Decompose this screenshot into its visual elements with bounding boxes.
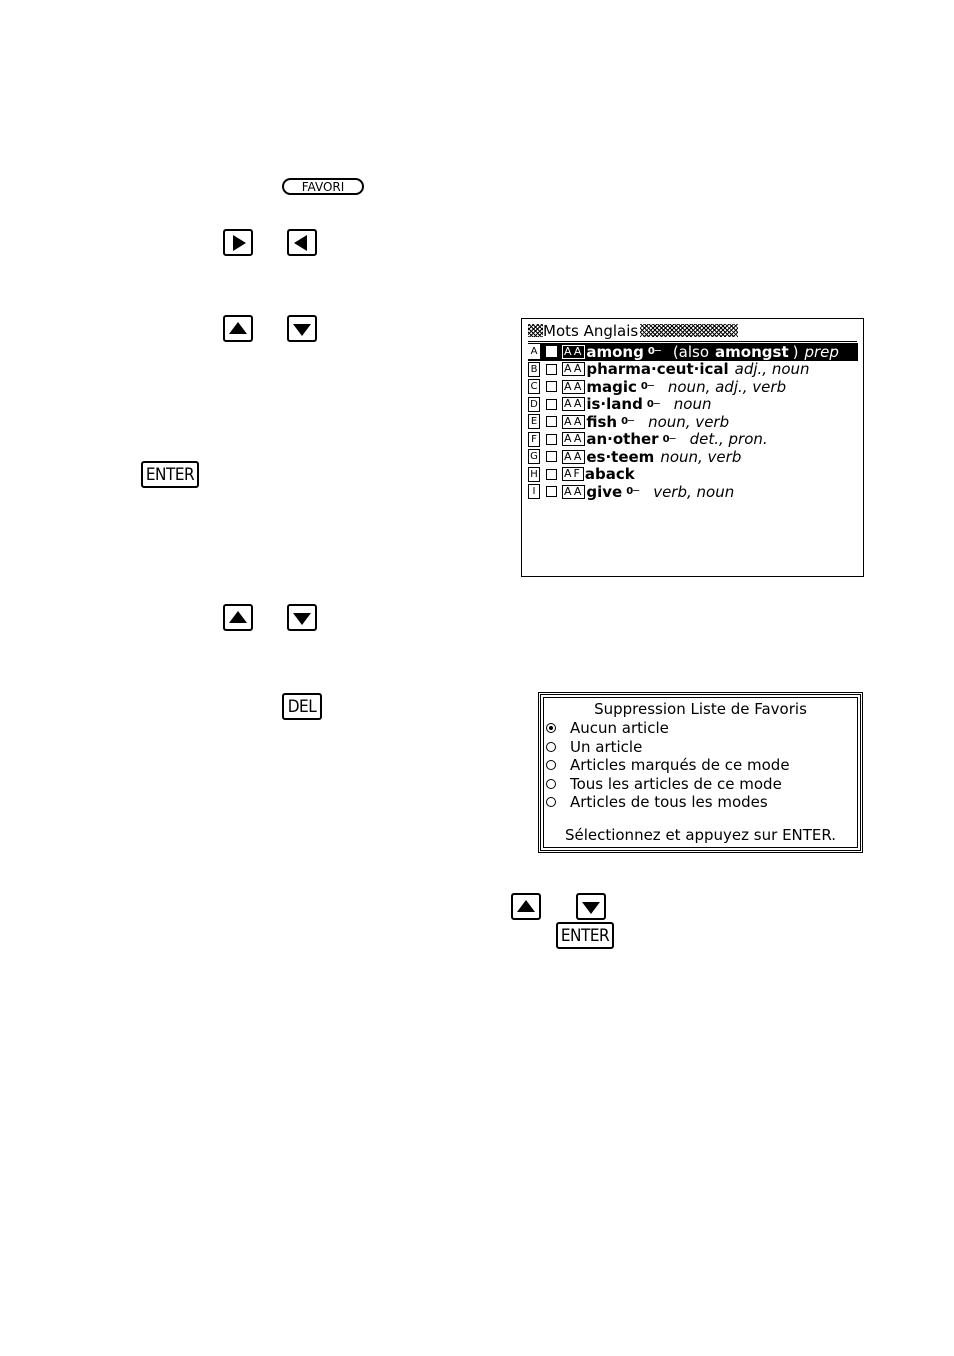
option-label: Un article <box>570 737 643 756</box>
row-tag: AA <box>564 344 584 358</box>
row-checkbox[interactable] <box>546 364 557 375</box>
option-label: Articles marqués de ce mode <box>570 756 790 775</box>
down-arrow-icon <box>293 324 311 336</box>
row-word: is·land <box>586 395 643 414</box>
radio-button-icon[interactable] <box>546 797 556 807</box>
row-checkbox[interactable] <box>546 346 557 357</box>
option-label: Tous les articles de ce mode <box>570 774 782 793</box>
row-word: magic <box>586 377 637 396</box>
left-arrow-icon <box>294 235 307 251</box>
row-part-of-speech: noun <box>673 395 712 414</box>
delete-favorites-dialog <box>538 692 863 853</box>
radio-button-icon[interactable] <box>546 742 556 752</box>
row-tag: AA <box>564 362 584 376</box>
word-row[interactable] <box>528 343 858 361</box>
word-row[interactable] <box>528 378 858 396</box>
row-checkbox[interactable] <box>546 486 557 497</box>
enter-key-2[interactable]: ENTER <box>556 922 614 949</box>
dialog-instruction: Sélectionnez et appuyez sur ENTER. <box>564 826 837 844</box>
radio-button-icon[interactable] <box>546 760 556 770</box>
row-word: an·other <box>586 430 659 449</box>
row-word: give <box>586 482 623 501</box>
down-arrow-icon <box>582 902 600 914</box>
row-also-word: amongst <box>715 342 789 361</box>
row-part-of-speech: det., pron. <box>689 430 768 449</box>
row-letter-key: A <box>528 344 540 359</box>
title-hatch-right <box>640 324 738 337</box>
dialog-option[interactable] <box>546 738 790 757</box>
word-row[interactable] <box>528 448 858 466</box>
row-letter-key: C <box>528 379 540 394</box>
left-arrow-key[interactable] <box>287 229 317 256</box>
row-part-of-speech: verb, noun <box>653 482 735 501</box>
row-part-of-speech: prep <box>804 342 839 361</box>
radio-button-icon[interactable] <box>546 779 556 789</box>
up-arrow-icon <box>229 611 247 623</box>
row-tag: AA <box>564 449 584 463</box>
key-icon: 0─ <box>626 486 640 498</box>
up-arrow-key[interactable] <box>223 315 253 342</box>
word-row[interactable] <box>528 361 858 379</box>
row-letter-key: E <box>528 414 540 429</box>
row-checkbox[interactable] <box>546 451 557 462</box>
row-letter-key: I <box>528 484 540 499</box>
word-row[interactable] <box>528 413 858 431</box>
row-tag: AA <box>564 484 584 498</box>
word-row[interactable] <box>528 396 858 414</box>
favorites-word-list-screen <box>521 318 864 577</box>
row-checkbox[interactable] <box>546 399 557 410</box>
list-title-bar <box>528 321 738 340</box>
row-letter-key: D <box>528 397 540 412</box>
row-word: aback <box>584 465 635 484</box>
dialog-options <box>546 719 790 812</box>
enter-key[interactable]: ENTER <box>141 461 199 488</box>
option-label: Aucun article <box>570 719 669 738</box>
key-icon: 0─ <box>640 381 654 393</box>
word-row[interactable] <box>528 483 858 501</box>
row-tag: AA <box>564 414 584 428</box>
dialog-option[interactable] <box>546 793 790 812</box>
word-row[interactable] <box>528 466 858 484</box>
option-label: Articles de tous les modes <box>570 793 768 812</box>
row-letter-key: B <box>528 362 540 377</box>
radio-button-icon[interactable] <box>546 723 556 733</box>
row-checkbox[interactable] <box>546 416 557 427</box>
up-arrow-icon <box>229 322 247 334</box>
row-letter-key: H <box>528 467 540 482</box>
word-row[interactable] <box>528 431 858 449</box>
list-title: Mots Anglais <box>543 321 639 340</box>
row-tag: AA <box>564 432 584 446</box>
up-arrow-icon <box>517 900 535 912</box>
row-tag: AF <box>564 467 582 481</box>
key-icon: 0─ <box>662 433 676 445</box>
title-hatch-left <box>528 324 543 337</box>
row-part-of-speech: adj., noun <box>734 360 810 379</box>
row-part-of-speech: noun, verb <box>648 412 730 431</box>
key-icon: 0─ <box>621 416 635 428</box>
key-icon: 0─ <box>647 346 661 358</box>
row-tag: AA <box>564 397 584 411</box>
up-arrow-key-3[interactable] <box>511 893 541 920</box>
up-arrow-key-2[interactable] <box>223 604 253 631</box>
right-arrow-icon <box>233 235 246 251</box>
favori-key[interactable]: FAVORI <box>282 178 364 195</box>
row-checkbox[interactable] <box>546 381 557 392</box>
row-part-of-speech: noun, verb <box>660 447 742 466</box>
row-letter-key: F <box>528 432 540 447</box>
down-arrow-key[interactable] <box>287 315 317 342</box>
row-also-close: ) <box>792 342 799 361</box>
row-part-of-speech: noun, adj., verb <box>667 377 787 396</box>
row-tag: AA <box>564 379 584 393</box>
row-word: pharma·ceut·ical <box>586 360 729 379</box>
down-arrow-key-2[interactable] <box>287 604 317 631</box>
dialog-option[interactable] <box>546 719 790 738</box>
key-icon: 0─ <box>646 398 660 410</box>
down-arrow-key-3[interactable] <box>576 893 606 920</box>
row-word: among <box>586 342 644 361</box>
right-arrow-key[interactable] <box>223 229 253 256</box>
row-letter-key: G <box>528 449 540 464</box>
word-rows <box>528 343 858 501</box>
row-word: fish <box>586 412 618 431</box>
del-key[interactable]: DEL <box>282 693 322 720</box>
down-arrow-icon <box>293 613 311 625</box>
dialog-title: Suppression Liste de Favoris <box>594 700 807 718</box>
row-also: (also <box>672 342 710 361</box>
dialog-option[interactable] <box>546 756 790 775</box>
row-word: es·teem <box>586 447 655 466</box>
dialog-option[interactable] <box>546 775 790 794</box>
row-checkbox[interactable] <box>546 469 557 480</box>
row-checkbox[interactable] <box>546 434 557 445</box>
